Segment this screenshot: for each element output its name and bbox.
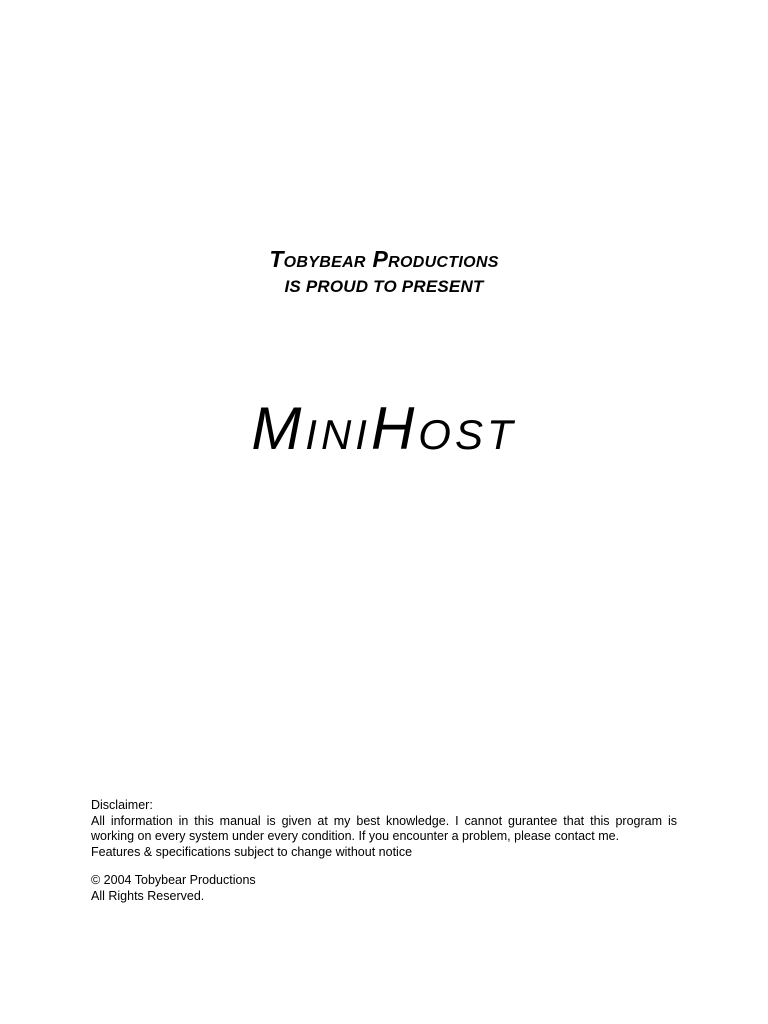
- rights-line: All Rights Reserved.: [91, 888, 205, 903]
- disclaimer-body: All information in this manual is given at my best knowledge. I cannot gurantee that this program is working on every system under every condition. If you encounter a problem, please contact me.: [91, 813, 677, 843]
- presenter-tagline: IS PROUD TO PRESENT: [284, 277, 484, 296]
- disclaimer-heading: Disclaimer:: [91, 798, 153, 812]
- copyright-line: © 2004 Tobybear Productions: [91, 873, 256, 887]
- presenter-block: [0, 244, 768, 298]
- disclaimer-block: [91, 798, 677, 860]
- disclaimer-note: Features & specifications subject to change without notice: [91, 844, 413, 859]
- copyright-block: [91, 873, 677, 904]
- product-title: MiniHost: [251, 395, 517, 462]
- presenter-name: Tobybear Productions: [269, 246, 499, 272]
